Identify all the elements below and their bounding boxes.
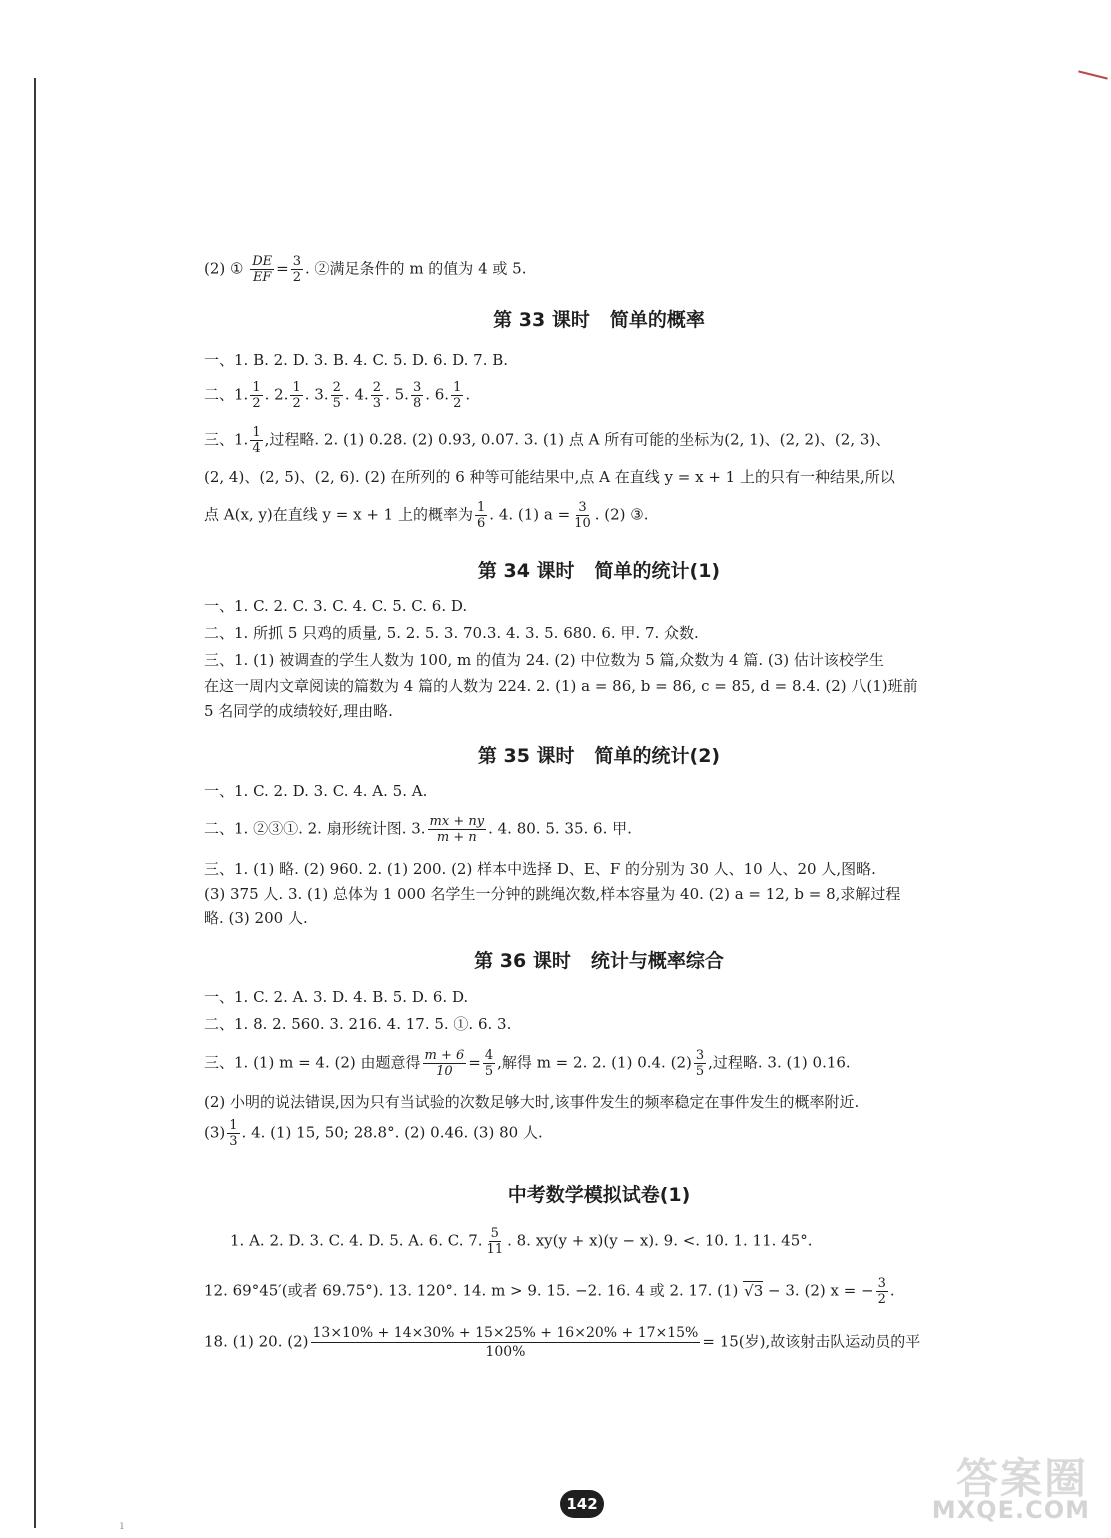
answer-fraction: $\frac{2}{5}$ [332,380,341,411]
s34-part2: 二、1. 所抓 5 只鸡的质量, 5. 2. 5. 3. 70.3. 4. 3. 5. 680. 6. 甲. 7. 众数. [204,624,699,642]
s36-part1: 一、1. C. 2. A. 3. D. 4. B. 5. D. 6. D. [204,988,469,1006]
fraction-mx-ny: $\frac{mx + ny}{m + n}$ [429,814,485,845]
sqrt-3: √3 [744,1281,764,1300]
fraction-weighted-average: $\frac{13\times 10\% + 14\times 30\% + 15\times 25\% + 16\times 20\% + 17\times 15\%}{100\%}$ [312,1325,699,1360]
watermark-sub: MXQE.COM [931,1496,1090,1524]
s36-part2: 二、1. 8. 2. 560. 3. 216. 4. 17. 5. ①. 6. 3. [204,1015,512,1033]
mock-line1: 1. A. 2. D. 3. C. 4. D. 5. A. 6. C. 7. $\frac{5}{11}$ . 8. xy(y + x)(y − x). 9. <. 10. 1. 11. 45°. [230,1226,813,1257]
s36-part3-line1: 三、1. (1) m = 4. (2) 由题意得 $\frac{m + 6}{10}$ = $\frac{4}{5}$ ,解得 m = 2. 2. (1) 0.4. (2) $\frac{3}{5}$ ,过程略. 3. (1) 0.16. [204,1048,851,1079]
answer-fraction: $\frac{1}{2}$ [292,380,301,411]
s33-part3-line1: 三、1. $\frac{1}{4}$ ,过程略. 2. (1) 0.28. (2) 0.93, 0.07. 3. (1) 点 A 所有可能的坐标为(2, 1)、(2, 2)、(2, 3)、 [204,425,891,456]
fraction-1-3: $\frac{1}{3}$ [229,1118,238,1149]
fraction-de-ef: $\frac{DE}{EF}$ [252,254,273,285]
s34-part3-line2: 在这一周内文章阅读的篇数为 4 篇的人数为 224. 2. (1) a = 86, b = 86, c = 85, d = 8.4. (2) 八(1)班前 [204,677,918,695]
s34-part1: 一、1. C. 2. C. 3. C. 4. C. 5. C. 6. D. [204,597,468,615]
fraction-4-5: $\frac{4}{5}$ [484,1048,494,1079]
s33-part1: 一、1. B. 2. D. 3. B. 4. C. 5. D. 6. D. 7. B. [204,351,509,369]
fraction-3-10: $\frac{3}{10}$ [574,500,591,531]
answer-fraction: $\frac{1}{2}$ [252,380,261,411]
s35-part3-line3: 略. (3) 200 人. [204,909,308,927]
watermark-main: 答案圈 [955,1454,1088,1503]
page-number: 142 [560,1490,604,1518]
mock-exam-heading: 中考数学模拟试卷(1) [507,1184,691,1206]
section-34-heading: 第 34 课时 简单的统计(1) [477,560,721,582]
mock-line2: 12. 69°45′(或者 69.75°). 13. 120°. 14. m > 9. 15. −2. 16. 4 或 2. 17. (1) √3 − 3. (2) x = − $\frac{3}{2}$ . [204,1276,895,1307]
intro-rest: . ②满足条件的 m 的值为 4 或 5. [305,259,527,278]
section-33-heading: 第 33 课时 简单的概率 [493,309,705,331]
answer-fraction: $\frac{2}{3}$ [372,380,382,411]
s34-part3-line3: 5 名同学的成绩较好,理由略. [204,702,393,720]
section-36-heading: 第 36 课时 统计与概率综合 [474,950,724,972]
watermark-logo [890,1446,1100,1526]
s33-part3-line3: 点 A(x, y)在直线 y = x + 1 上的概率为 $\frac{1}{6}$ . 4. (1) a = $\frac{3}{10}$ . (2) ③. [204,500,649,531]
section-35-heading: 第 35 课时 简单的统计(2) [477,745,721,767]
answer-fraction: $\frac{3}{8}$ [412,380,422,411]
fraction-3-5: $\frac{3}{5}$ [695,1048,705,1079]
intro-line [204,254,526,285]
answer-fraction: $\frac{1}{2}$ [453,380,462,411]
fraction-5-11: $\frac{5}{11}$ [486,1226,504,1257]
page-binding-edge [34,78,36,1528]
equals-sign: = [276,259,289,278]
fraction-m6-10: $\frac{m + 6}{10}$ [424,1048,465,1079]
s36-part3-line2: (2) 小明的说法错误,因为只有当试验的次数足够大时,该事件发生的频率稳定在事件发生的概率附近. [204,1093,860,1111]
intro-prefix: (2) ① [204,259,249,278]
s33-part3-line2: (2, 4)、(2, 5)、(2, 6). (2) 在所列的 6 种等可能结果中,点 A 在直线 y = x + 1 上的只有一种结果,所以 [204,468,895,486]
fraction-3-2: $\frac{3}{2}$ [292,254,302,285]
page-speck: ı [120,1518,124,1532]
s33-part2: 二、1. $\frac{1}{2}$ . 2. $\frac{1}{2}$ . 3. $\frac{2}{5}$ . 4. $\frac{2}{3}$ . 5. $\frac{3}{8}$ . 6. $\frac{1}{2}$ . [204,380,471,411]
s35-part3-line2: (3) 375 人. 3. (1) 总体为 1 000 名学生一分钟的跳绳次数,样本容量为 40. (2) a = 12, b = 8,求解过程 [204,885,901,903]
s35-part2: 二、1. ②③①. 2. 扇形统计图. 3. $\frac{mx + ny}{m + n}$ . 4. 80. 5. 35. 6. 甲. [204,814,632,845]
s34-part3-line1: 三、1. (1) 被调查的学生人数为 100, m 的值为 24. (2) 中位数为 5 篇,众数为 4 篇. (3) 估计该校学生 [204,651,884,669]
fraction-1-4: $\frac{1}{4}$ [252,425,261,456]
fraction-1-6: $\frac{1}{6}$ [477,500,486,531]
s36-part3-line3: (3) $\frac{1}{3}$ . 4. (1) 15, 50; 28.8°. (2) 0.46. (3) 80 人. [204,1118,543,1149]
s35-part1: 一、1. C. 2. D. 3. C. 4. A. 5. A. [204,782,428,800]
mock-line3: 18. (1) 20. (2) $\frac{13\times 10\% + 14\times 30\% + 15\times 25\% + 16\times 20\% + 17\times 15\%}{100\%}$ = 15(岁),故该射击队运动员的平 [204,1325,921,1360]
s35-part3-line1: 三、1. (1) 略. (2) 960. 2. (1) 200. (2) 样本中选择 D、E、F 的分别为 30 人、10 人、20 人,图略. [204,860,876,878]
corner-pen-mark [1078,70,1108,79]
fraction-3-2-b: $\frac{3}{2}$ [877,1276,886,1307]
